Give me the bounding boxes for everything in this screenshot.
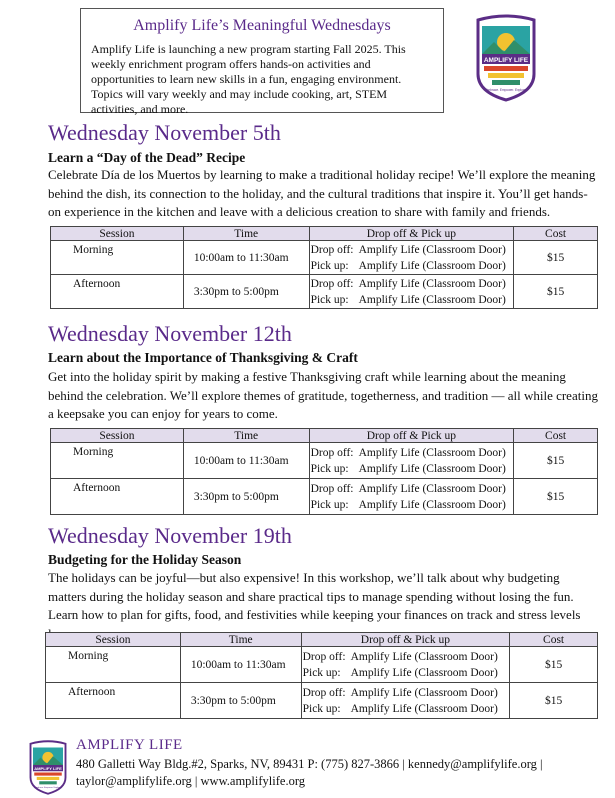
drop-pick-cell — [309, 241, 514, 275]
drop-label: Drop off: — [302, 650, 346, 663]
drop-location: Amplify Life (Classroom Door) — [350, 650, 498, 663]
session-cell: Afternoon — [46, 683, 181, 719]
table-row — [51, 479, 598, 515]
pick-label: Pick up: — [310, 498, 349, 511]
header-session: Session — [51, 429, 184, 443]
section-3-subtitle: Budgeting for the Holiday Season — [48, 552, 242, 567]
intro-text: Amplify Life is launching a new program starting Fall 2025. This weekly enrichment program offers hands-on activities and opportunities to learn new skills in a fun, engaging environment. Topics will vary weekly and may include cooking, art, STEM activities, and more. — [91, 42, 406, 116]
schedule-table-1 — [50, 226, 598, 309]
intro-title: Amplify Life’s Meaningful Wednesdays — [133, 17, 391, 34]
table-row — [51, 443, 598, 479]
cost-cell: $15 — [514, 443, 598, 479]
header-drop-pick: Drop off & Pick up — [309, 227, 514, 241]
schedule-table-2 — [50, 428, 598, 515]
table-row — [46, 683, 598, 719]
header-time: Time — [183, 429, 309, 443]
amplify-life-logo — [474, 14, 538, 102]
cost-cell: $15 — [510, 683, 598, 719]
table-row — [46, 647, 598, 683]
footer-logo-tagline: Embrace. Empower. Explore. — [35, 787, 61, 790]
section-1-description: Celebrate Día de los Muertos by learning to make a traditional holiday recipe! We’ll explore the meaning behind the dish, its connection to the holiday, and the cultural traditions that inspire it. You’ll get hands-on experience in the kitchen and leave with a delicious creation to share with family and friends. — [48, 167, 596, 219]
footer-logo — [28, 740, 68, 795]
drop-pick-cell — [309, 479, 514, 515]
session-cell: Morning — [51, 241, 184, 275]
time-cell: 10:00am to 11:30am — [183, 241, 309, 275]
session-cell: Afternoon — [51, 275, 184, 309]
pick-location: Amplify Life (Classroom Door) — [358, 498, 506, 511]
logo-text: AMPLIFY LIFE — [483, 57, 529, 64]
header-drop-pick: Drop off & Pick up — [309, 429, 514, 443]
header-drop-pick: Drop off & Pick up — [301, 633, 510, 647]
section-3-description: The holidays can be joyful—but also expensive! In this workshop, we’ll talk about why budgeting matters during the holiday season and share practical tips to manage spending without losing the fun. Learn how to plan for gifts, food, and festivities while keeping your finances on track and stress levels — [48, 570, 581, 622]
session-cell: Morning — [51, 443, 184, 479]
drop-location: Amplify Life (Classroom Door) — [358, 446, 506, 459]
pick-label: Pick up: — [302, 702, 341, 715]
intro-box — [80, 8, 444, 116]
pick-location: Amplify Life (Classroom Door) — [350, 702, 498, 715]
pick-location: Amplify Life (Classroom Door) — [358, 462, 506, 475]
header-cost: Cost — [510, 633, 598, 647]
section-1-title: Wednesday November 5th — [48, 120, 281, 145]
section-3-title: Wednesday November 19th — [48, 523, 292, 548]
header-session: Session — [46, 633, 181, 647]
header-cost: Cost — [514, 227, 598, 241]
drop-pick-cell — [309, 275, 514, 309]
table-header-row — [51, 429, 598, 443]
footer-contact-line-2: taylor@amplifylife.org | www.amplifylife.org — [76, 774, 306, 788]
drop-label: Drop off: — [310, 446, 354, 459]
drop-location: Amplify Life (Classroom Door) — [358, 243, 506, 256]
time-cell: 10:00am to 11:30am — [183, 443, 309, 479]
drop-label: Drop off: — [310, 277, 354, 290]
drop-label: Drop off: — [302, 686, 346, 699]
header-time: Time — [183, 227, 309, 241]
pick-label: Pick up: — [310, 293, 349, 306]
time-cell: 3:30pm to 5:00pm — [183, 275, 309, 309]
schedule-table-3 — [45, 632, 598, 719]
pick-label: Pick up: — [302, 666, 341, 679]
drop-pick-cell — [301, 647, 510, 683]
footer-logo-text: AMPLIFY LIFE — [34, 766, 62, 771]
section-2-description: Get into the holiday spirit by making a festive Thanksgiving craft while learning about the meaning behind the celebration. We’ll explore themes of gratitude, togetherness, and tradition — all while creating a keepsake you can enjoy for years to come. — [48, 369, 598, 421]
drop-location: Amplify Life (Classroom Door) — [358, 482, 506, 495]
session-cell: Morning — [46, 647, 181, 683]
pick-location: Amplify Life (Classroom Door) — [350, 666, 498, 679]
footer-contact-line-1: 480 Galletti Way Bldg.#2, Sparks, NV, 89431 P: (775) 827-3866 | kennedy@amplifylife.org | — [76, 757, 543, 771]
drop-label: Drop off: — [310, 243, 354, 256]
pick-location: Amplify Life (Classroom Door) — [358, 293, 506, 306]
header-time: Time — [180, 633, 301, 647]
table-header-row — [46, 633, 598, 647]
logo-tagline: Embrace. Empower. Explore. — [485, 88, 527, 92]
footer-org-name: AMPLIFY LIFE — [76, 737, 183, 753]
cost-cell: $15 — [514, 241, 598, 275]
drop-pick-cell — [301, 683, 510, 719]
section-2-subtitle: Learn about the Importance of Thanksgiving & Craft — [48, 350, 358, 365]
time-cell: 3:30pm to 5:00pm — [183, 479, 309, 515]
drop-pick-cell — [309, 443, 514, 479]
cost-cell: $15 — [514, 479, 598, 515]
table-row — [51, 241, 598, 275]
drop-location: Amplify Life (Classroom Door) — [350, 686, 498, 699]
time-cell: 3:30pm to 5:00pm — [180, 683, 301, 719]
drop-label: Drop off: — [310, 482, 354, 495]
cost-cell: $15 — [514, 275, 598, 309]
header-cost: Cost — [514, 429, 598, 443]
pick-label: Pick up: — [310, 462, 349, 475]
time-cell: 10:00am to 11:30am — [180, 647, 301, 683]
pick-label: Pick up: — [310, 259, 349, 272]
pick-location: Amplify Life (Classroom Door) — [358, 259, 506, 272]
header-session: Session — [51, 227, 184, 241]
section-2-title: Wednesday November 12th — [48, 321, 292, 346]
session-cell: Afternoon — [51, 479, 184, 515]
section-1-subtitle: Learn a “Day of the Dead” Recipe — [48, 150, 246, 165]
cost-cell: $15 — [510, 647, 598, 683]
table-header-row — [51, 227, 598, 241]
table-row — [51, 275, 598, 309]
drop-location: Amplify Life (Classroom Door) — [358, 277, 506, 290]
